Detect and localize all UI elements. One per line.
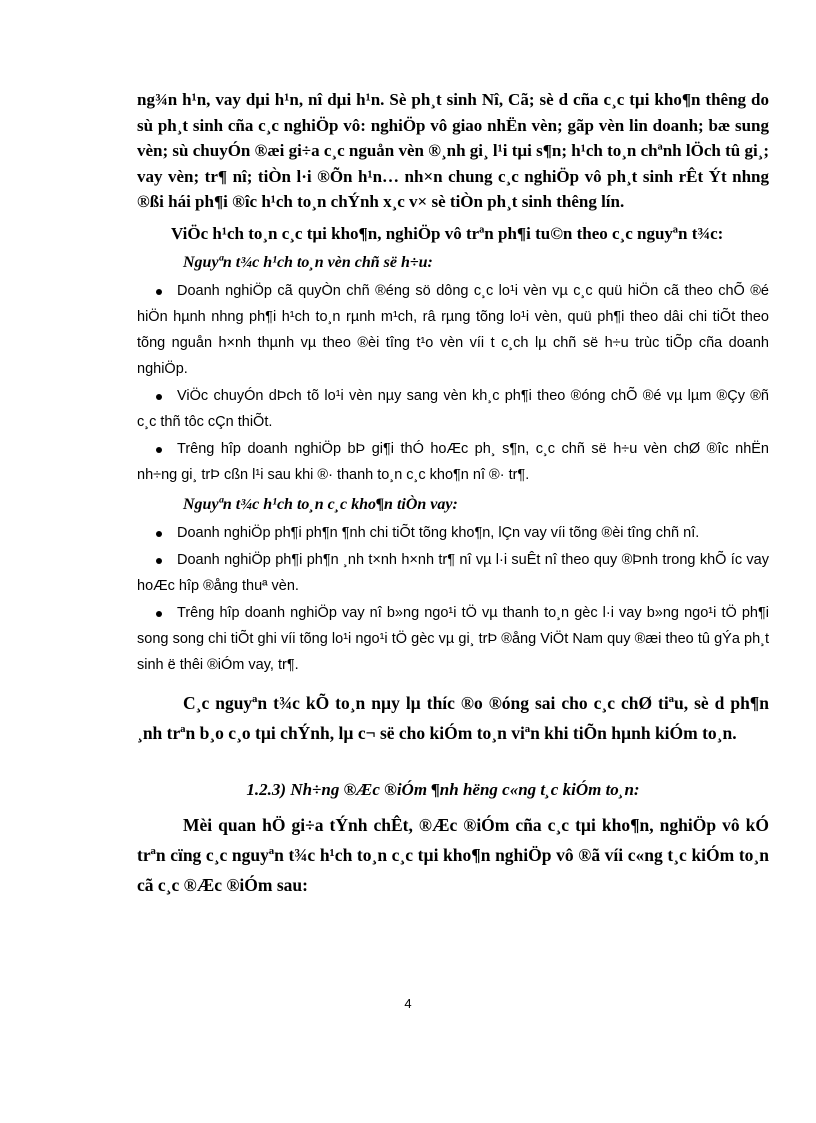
bullet-icon <box>156 289 162 295</box>
list-item <box>137 278 769 382</box>
list-item-text: Trêng hîp doanh nghiÖp bÞ gi¶i thÓ hoÆc ph¸ s¶n, c¸c chñ së h÷u vèn chØ ®îc nhËn nh÷ng gi¸ trÞ cßn l¹i sau khi ®· thanh to¸n c¸c kho¶n nî ®· tr¶. <box>137 441 769 483</box>
list-item-text: Trêng hîp doanh nghiÖp vay nî b»ng ngo¹i tÖ vµ thanh to¸n gèc l·i vay b»ng ngo¹i tÖ ph¶i song song chi tiÕt ghi víi tõng lo¹i ngo¹i tÖ gèc vµ gi¸ trÞ ®ång ViÖt Nam quy ®æi theo tû gÝa ph¸t sinh ë thêi ®iÓm vay, tr¶. <box>137 605 769 673</box>
bullet-icon <box>156 394 162 400</box>
relation-paragraph: Mèi quan hÖ gi÷a tÝnh chÊt, ®Æc ®iÓm cña c¸c tµi kho¶n, nghiÖp vô kÓ trªn cïng c¸c nguyªn t¾c h¹ch to¸n c¸c tµi kho¶n nghiÖp vô ®ã víi c«ng t¸c kiÓm to¸n cã c¸c ®Æc ®iÓm sau: <box>137 815 769 895</box>
bullet-icon <box>156 531 162 537</box>
bullet-icon <box>156 611 162 617</box>
list-item <box>137 520 769 546</box>
section-heading: 1.2.3) Nh÷ng ®Æc ®iÓm ¶nh hëng c«ng t¸c kiÓm to¸n: <box>246 780 640 799</box>
list-item <box>137 600 769 678</box>
principles-intro-paragraph: ViÖc h¹ch to¸n c¸c tµi kho¶n, nghiÖp vô trªn ph¶i tu©n theo c¸c nguyªn t¾c: <box>171 223 724 243</box>
equity-principle-heading: Nguyªn t¾c h¹ch to¸n vèn chñ së h÷u: <box>183 254 433 271</box>
list-item <box>137 547 769 599</box>
page-number: 4 <box>404 996 412 1011</box>
list-item <box>137 436 769 488</box>
bullet-icon <box>156 558 162 564</box>
loans-principle-list <box>137 520 769 678</box>
bullet-icon <box>156 447 162 453</box>
equity-principle-list <box>137 278 769 488</box>
list-item-text: Doanh nghiÖp ph¶i ph¶n ¶nh chi tiÕt tõng kho¶n, lÇn vay víi tõng ®èi tîng chñ nî. <box>177 525 700 541</box>
intro-paragraph: ng¾n h¹n, vay dµi h¹n, nî dµi h¹n. Sè ph¸t sinh Nî, Cã; sè d cña c¸c tµi kho¶n thêng do sù ph¸t sinh cña c¸c nghiÖp vô: nghiÖp vô giao nhËn vèn; gãp vèn lin doanh; bæ sung vèn; sù chuyÓn ®æi gi÷a c¸c nguån vèn ®¸nh gi¸ l¹i tµi s¶n; h¹ch to¸n chªnh lÖch tû gi¸; vay vèn; tr¶ nî; tiÒn l·i ®Õn h¹n… nh×n chung c¸c nghiÖp vô ph¸t sinh rÊt Ýt nhng ®ßi hái ph¶i ®îc h¹ch to¸n chÝnh x¸c v× sè tiÒn ph¸t sinh thêng lín. <box>137 90 769 211</box>
list-item <box>137 383 769 435</box>
closing-paragraph: C¸c nguyªn t¾c kÕ to¸n nµy lµ thíc ®o ®óng sai cho c¸c chØ tiªu, sè d ph¶n ¸nh trªn b¸o c¸o tµi chÝnh, lµ c¬ së cho kiÓm to¸n viªn khi tiÕn hµnh kiÓm to¸n. <box>137 693 769 743</box>
list-item-text: Doanh nghiÖp ph¶i ph¶n ¸nh t×nh h×nh tr¶ nî vµ l·i suÊt nî theo quy ®Þnh trong khÕ íc vay hoÆc hîp ®ång thuª vèn. <box>137 552 769 594</box>
page-content <box>137 87 769 900</box>
list-item-text: Doanh nghiÖp cã quyÒn chñ ®éng sö dông c¸c lo¹i vèn vµ c¸c quü hiÖn cã theo chÕ ®é hiÖn hµnh nhng ph¶i h¹ch to¸n rµnh m¹ch, râ rµng tõng lo¹i vèn, quü ph¶i theo dâi chi tiÕt theo tõng nguån h×nh thµnh vµ theo ®èi tîng t¹o vèn víi t c¸ch lµ chñ së h÷u trùc tiÕp cña doanh nghiÖp. <box>137 283 769 377</box>
loans-principle-heading: Nguyªn t¾c h¹ch to¸n c¸c kho¶n tiÒn vay: <box>183 496 458 513</box>
list-item-text: ViÖc chuyÓn dÞch tõ lo¹i vèn nµy sang vèn kh¸c ph¶i theo ®óng chÕ ®é vµ lµm ®Çy ®ñ c¸c thñ tôc cÇn thiÕt. <box>137 388 769 430</box>
